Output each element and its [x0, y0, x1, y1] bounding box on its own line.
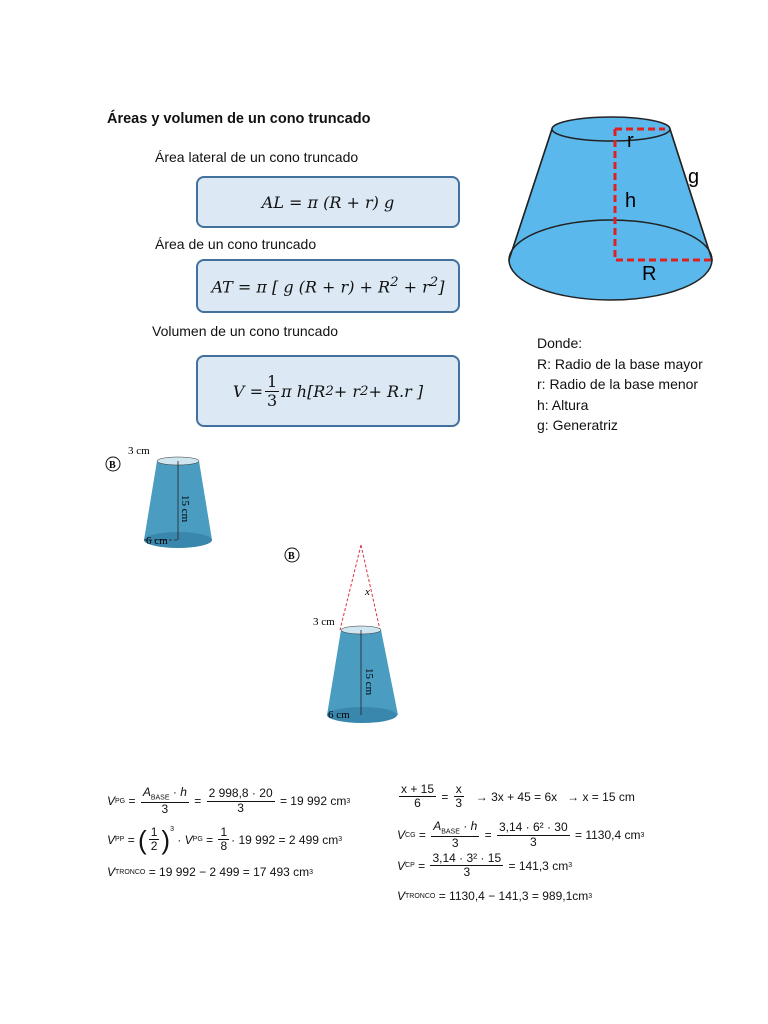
volume-label: Volumen de un cono truncado	[152, 323, 339, 339]
legend-item: g: Generatriz	[537, 417, 618, 433]
svg-text:B: B	[288, 551, 295, 562]
page-title: Áreas y volumen de un cono truncado	[107, 111, 371, 127]
volume-formula-box	[196, 355, 460, 427]
svg-text:x: x	[365, 586, 370, 598]
equation-vpp: V PP = ( $\frac{1}{2}$ ) $^3$ · V PG = $\frac{1}{8}$ · 19 992 = 2 499 cm 3	[107, 824, 343, 855]
label-r: r	[627, 130, 634, 152]
legend-heading: Donde:	[537, 335, 583, 351]
svg-text:6 cm: 6 cm	[146, 535, 168, 547]
total-area-formula-box	[196, 259, 460, 313]
label-h: h	[625, 190, 637, 212]
label-g: g	[688, 166, 700, 188]
lateral-area-label: Área lateral de un cono truncado	[155, 149, 359, 165]
figure-2-frustum	[280, 540, 420, 735]
volume-formula: V = $\frac{1}{3}$ π h[R 2 + r 2 + R.r ]	[232, 371, 424, 410]
frustum-diagram	[505, 105, 725, 320]
label-R: R	[642, 263, 657, 285]
equation-x: $\frac{x + 15}{6}$ = $\frac{x}{3}$ → 3x + 45 = 6x → x = 15 cm	[401, 782, 635, 811]
total-area-formula: AT = π [ g $(R + r) + R^2 + r^2$]	[211, 275, 445, 297]
legend-item: h: Altura	[537, 396, 589, 413]
svg-text:B: B	[109, 460, 116, 471]
equation-vtronco-2: V TRONCO = 1130,4 − 141,3 = 989,1cm 3	[397, 889, 593, 903]
equation-vtronco-1: V TRONCO = 19 992 − 2 499 = 17 493 cm 3	[107, 865, 314, 879]
legend-list	[537, 333, 703, 436]
svg-text:15 cm: 15 cm	[363, 668, 375, 696]
legend-item: R: Radio de la base mayor	[537, 355, 703, 372]
lateral-area-formula-box	[196, 176, 460, 228]
svg-text:3 cm: 3 cm	[313, 616, 335, 628]
figure-1-frustum	[100, 440, 230, 560]
legend-item: r: Radio de la base menor	[537, 376, 699, 392]
equation-vcp: V CP = $\frac{\text{3,14 · 3² · 15}}{3}$ = 141,3 cm 3	[397, 851, 573, 880]
svg-text:6 cm: 6 cm	[328, 709, 350, 721]
total-area-label: Área de un cono truncado	[155, 236, 317, 252]
lateral-area-formula: AL = π (R + r) g	[261, 192, 395, 212]
svg-text:3 cm: 3 cm	[128, 445, 150, 457]
equation-vpg: V PG = $\frac{A_{BASE} \cdot h}{3}$ = $\frac{2 998,8 \cdot 20}{3}$ = 19 992 cm 3	[107, 785, 351, 817]
equation-vcg: V CG = $\frac{A_{BASE} \cdot h}{3}$ = $\frac{\text{3,14 · 6² · 30}}{3}$ = 1130,4 cm 3	[397, 819, 645, 851]
svg-text:15 cm: 15 cm	[179, 495, 191, 523]
